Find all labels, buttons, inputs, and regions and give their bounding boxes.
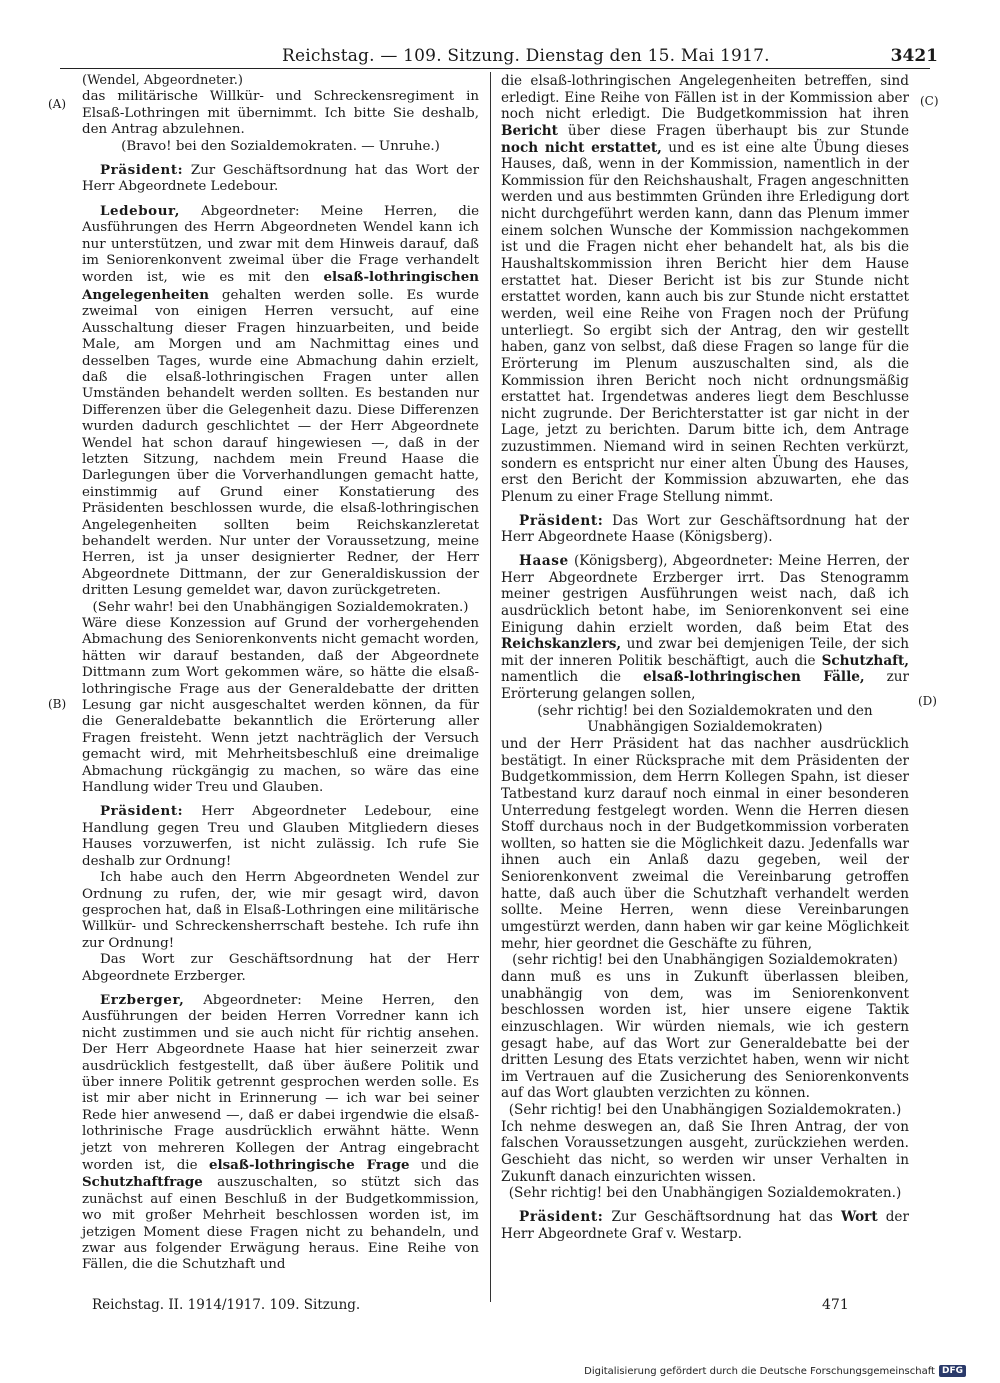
speech-text: namentlich die <box>501 669 644 686</box>
speaker-name: Erzberger, <box>100 991 185 1008</box>
margin-marker-c: (C) <box>920 94 939 108</box>
speaker-continuation: (Wendel, Abgeordneter.) <box>82 73 243 88</box>
emphasis: Reichskanzlers, <box>501 636 622 653</box>
speech-text: der Herr Abgeordnete Graf v. Westarp. <box>501 1208 909 1242</box>
interjection: (sehr richtig! bei den Unabhängigen Sozialdemokraten) <box>512 952 898 969</box>
margin-marker-b: (B) <box>48 697 67 711</box>
column-divider <box>490 72 491 1302</box>
paragraph <box>501 1209 909 1242</box>
paragraph <box>82 992 479 1274</box>
speech-text: Herr Abgeordneter Ledebour, eine Handlung gegen Treu und Glauben Mitgliedern dieses Hauses vorzuwerfen, ist nicht zulässig. Ich rufe Sie deshalb zur Ordnung! <box>82 804 479 869</box>
running-title: Reichstag. — 109. Sitzung. Dienstag den 15. Mai 1917. <box>282 46 770 66</box>
paragraph: Das Wort zur Geschäftsordnung hat der Herr Abgeordnete Erzberger. <box>82 952 479 984</box>
speaker-name: Präsident: <box>519 512 604 529</box>
digitization-credit <box>584 1365 966 1377</box>
emphasis: Schutzhaft, <box>821 652 909 669</box>
paragraph <box>82 803 479 870</box>
speech-text: Abgeordneter: Meine Herren, die Ausführungen des Herrn Abgeordneten Wendel kann ich nur unterstützen, und zwar mit dem Hinweis darauf, daß im Seniorenkonvent zweimal über die Frage verhandelt worden ist, wie es mit den <box>82 203 479 286</box>
margin-marker-a: (A) <box>48 97 67 111</box>
paragraph: Ich nehme deswegen an, daß Sie Ihren Antrag, der von falschen Voraussetzungen ausgeht, zurückziehen werden. Geschieht das nicht, so werden wir unser Verhalten in Zukunft danach einzurichten wissen. <box>501 1118 909 1185</box>
speech-text: und die <box>409 1158 479 1173</box>
paragraph <box>501 513 909 546</box>
speech-text: die elsaß-lothringischen Angelegenheiten betreffen, sind erledigt. Eine Reihe von Fällen ist in der Kommission aber noch nicht erledigt. Die Budgetkommission hat ihren <box>501 73 909 123</box>
speech-text: Zur Geschäftsordnung hat das <box>603 1208 841 1225</box>
paragraph: Ich habe auch den Herrn Abgeordneten Wendel zur Ordnung zu rufen, der, wie mir gesagt wird, davon gesprochen hat, daß in Elsaß-Lothringen eine militärische Willkür- und Schreckensherrschaft bestehe. Ich rufe ihn zur Ordnung! <box>82 870 479 951</box>
speaker-name: Präsident: <box>519 1208 604 1225</box>
speech-text: Abgeordneter: Meine Herren, den Ausführungen der beiden Herren Vorredner kann ich nicht zustimmen und sie auch nicht für richtig ansehen. Der Herr Abgeordnete Haase hat hier seinerzeit zwar ausdrücklich festgestellt, daß über äußere Politik und über innere Politik getrennt gesprochen werden solle. Es ist mir aber nicht in Erinnerung — ich war bei seiner Rede hier anwesend —, daß er dabei irgendwie die elsaß-lothrinische Frage ausdrücklich erwähnt hätte. Wenn jetzt von mehreren Kollegen der Antrag eingebracht worden ist, die <box>82 992 479 1173</box>
footer-page-number: 471 <box>822 1297 849 1313</box>
footer-signature: Reichstag. II. 1914/1917. 109. Sitzung. <box>92 1297 361 1313</box>
dfg-logo: DFG <box>939 1365 966 1377</box>
speaker-name: Ledebour, <box>100 202 180 219</box>
speech-text: (Königsberg), Abgeordneter: Meine Herren, der Herr Abgeordnete Erzberger irrt. Das Stenogramm meiner gestrigen Ausführungen weist nach, daß ich ausdrücklich betont habe, im Seniorenkonvent sei eine Einigung dahin erzielt worden, daß beim Etat des <box>501 552 909 636</box>
speech-text: über diese Fragen überhaupt bis zur Stunde <box>557 122 909 139</box>
speech-text: auszuschalten, so stützt sich das zunächst auf einen Beschluß in der Budgetkommission, wo mit großer Mehrheit beschlossen worden ist, im jetzigen Moment diese Fragen nicht zu behandeln, und zwar aus folgender Erwägung heraus. Eine Reihe von Fällen, die die Schutzhaft und <box>82 1175 479 1273</box>
speaker-name: Präsident: <box>100 803 184 820</box>
page-header <box>60 44 938 69</box>
paragraph <box>82 162 479 196</box>
left-column <box>82 73 479 1274</box>
speech-text: Das Wort zur Geschäftsordnung hat der Herr Abgeordnete Haase (Königsberg). <box>501 512 909 546</box>
speaker-name: Präsident: <box>100 162 184 179</box>
right-column <box>501 73 909 1242</box>
speech-text: und zwar bei demjenigen Teile, der sich mit der inneren Politik beschäftigt, auch die <box>501 636 909 669</box>
emphasis: elsaß-lothringischen Angelegenheiten <box>82 269 479 303</box>
speech-text: Zur Geschäftsordnung hat das Wort der Herr Abgeordnete Ledebour. <box>82 163 479 195</box>
paragraph <box>501 553 909 703</box>
interjection: (Sehr richtig! bei den Unabhängigen Sozialdemokraten.) <box>508 1102 902 1119</box>
speaker-name: Haase <box>519 552 569 569</box>
interjection: (Sehr wahr! bei den Unabhängigen Sozialdemokraten.) <box>92 599 469 615</box>
page-number: 3421 <box>890 46 938 66</box>
emphasis: Schutzhaftfrage <box>82 1174 203 1191</box>
paragraph: dann muß es uns in Zukunft überlassen bleiben, unabhängig von dem, was im Seniorenkonvent beschlossen worden ist, hier unsere eigene Taktik einzuschlagen. Wir würden niemals, wie ich gestern gesagt habe, auf das Wort zur Generaldebatte bei der dritten Lesung des Etats verzichtet haben, wenn wir nicht im Vertrauen auf die Zusicherung des Seniorenkonvents auf das Wort glaubten verzichten zu können. <box>501 968 909 1102</box>
interjection: (sehr richtig! bei den Sozialdemokraten und den Unabhängigen Sozialdemokraten) <box>537 702 873 736</box>
speech-text: zur Erörterung gelangen sollen, <box>501 669 909 703</box>
emphasis: elsaß-lothringischen Fälle, <box>643 669 865 686</box>
speech-text: gehalten werden solle. Es wurde zweimal von einigen Herren versucht, auf eine Ausschaltung dieser Fragen hinzuarbeiten, und beide Male, am Morgen und am Nachmittag eines und desselben Tages, wurde eine Abmachung dahin erzielt, daß die elsaß-lothringischen Fragen unter allen Umständen behandelt werden sollten. Es bestanden nur Differenzen über die Gelegenheit dazu. Diese Differenzen wurden dadurch geschlichtet — der Herr Abgeordnete Wendel hat schon darauf hingewiesen —, daß in der letzten Sitzung, nachdem mein Freund Haase die Darlegungen über die Vorverhandlungen gemacht hatte, einstimmig auf Grund einer Konstatierung des Präsidenten beschlossen wurde, die elsaß-lothringischen Angelegenheiten sollten beim Reichskanzleretat behandelt werden. Nur unter der Voraussetzung, meine Herren, ist ja unser designierter Redner, der Herr Abgeordnete Dittmann, der zur Generaldiskussion der dritten Lesung gemeldet war, davon zurückgetreten. <box>82 287 479 599</box>
paragraph: das militärische Willkür- und Schreckensregiment in Elsaß-Lothringen mit übernimmt. Ich bitte Sie deshalb, den Antrag abzulehnen. <box>82 89 479 138</box>
emphasis: elsaß-lothringische Frage <box>208 1157 410 1173</box>
emphasis: Bericht <box>501 122 558 139</box>
paragraph: Wäre diese Konzession auf Grund der vorhergehenden Abmachung des Seniorenkonvents nicht gemacht worden, hätten wir darauf bestanden, daß der Abgeordnete Dittmann zum Wort gekommen wäre, so hätte die elsaß-lothringische Frage aus der Generaldebatte der dritten Lesung gar nicht ausgeschaltet werden können, da für die Generaldebatte bekanntlich die Erörterung aller Fragen freisteht. Wenn jetzt nachträglich der Versuch gemacht wird, mit Mehrheitsbeschluß eine dreimalige Abmachung rückgängig zu machen, so wäre das eine Handlung wider Treu und Glauben. <box>82 616 479 796</box>
paragraph <box>82 203 479 600</box>
paragraph: und der Herr Präsident hat das nachher ausdrücklich bestätigt. In einer Rücksprache mit dem Präsidenten der Budgetkommission, dem Herrn Kollegen Spahn, ist dieser Tatbestand kurz darauf noch einmal in einer besonderen Unterredung festgelegt worden. Wenn die Herren diesen Stoff durchaus noch in der Budgetkommission vorberaten wollten, so hatten sie die Möglichkeit dazu. Jedenfalls war ihnen auch ein Anlaß dazu gegeben, weil der Seniorenkonvent zweimal die Vereinbarung getroffen hatte, daß auch über die Schutzhaft verhandelt werden sollte. Meine Herren, wenn diese Vereinbarungen umgestürzt werden, dann haben wir gar keine Möglichkeit mehr, hier geordnet die Geschäfte zu führen, <box>501 735 909 952</box>
interjection: (Bravo! bei den Sozialdemokraten. — Unruhe.) <box>121 138 440 154</box>
paragraph <box>501 73 909 506</box>
emphasis: noch nicht erstattet, <box>501 139 662 156</box>
interjection: (Sehr richtig! bei den Unabhängigen Sozialdemokraten.) <box>508 1185 902 1202</box>
margin-marker-d: (D) <box>918 694 937 708</box>
speech-text: und es ist eine alte Übung dieses Hauses, daß, wenn in der Kommission, namentlich in der Kommission für den Reichshaushalt, Fragen angeschnitten werden und aus bestimmten Gründen ihre Erledigung dort nicht durchgeführt werden kann, dann das Plenum immer einem solchen Wunsche der Kommission nachgekommen ist und die Fragen nicht eher behandelt hat, als bis die Haushaltskommission ihren Bericht hier dem Hause erstattet hat. Dieser Bericht ist bis zur Stunde nicht erstattet worden, kann auch bis zur Stunde nicht erstattet werden, weil eine Reihe von Fragen noch der Prüfung unterliegt. So ergibt sich der Antrag, den wir gestellt haben, ganz von selbst, daß diese Fragen so lange für die Erörterung im Plenum auszuschalten sind, als die Kommission ihren Bericht noch nicht ordnungsmäßig erstattet hat. Irgendetwas anderes liegt dem Beschlusse nicht zugrunde. Der Berichterstatter ist gar nicht in der Lage, jetzt zu berichten. Darum bitte ich, dem Antrage zuzustimmen. Niemand wird in seinen Rechten verkürzt, sondern es entspricht nur einer alten Übung des Hauses, erst den Bericht der Kommission abzuwarten, ehe das Plenum zu einer Frage Stellung nimmt. <box>501 139 909 506</box>
credit-text: Digitalisierung gefördert durch die Deutsche Forschungsgemeinschaft <box>584 1365 935 1377</box>
emphasis: Wort <box>840 1208 878 1225</box>
